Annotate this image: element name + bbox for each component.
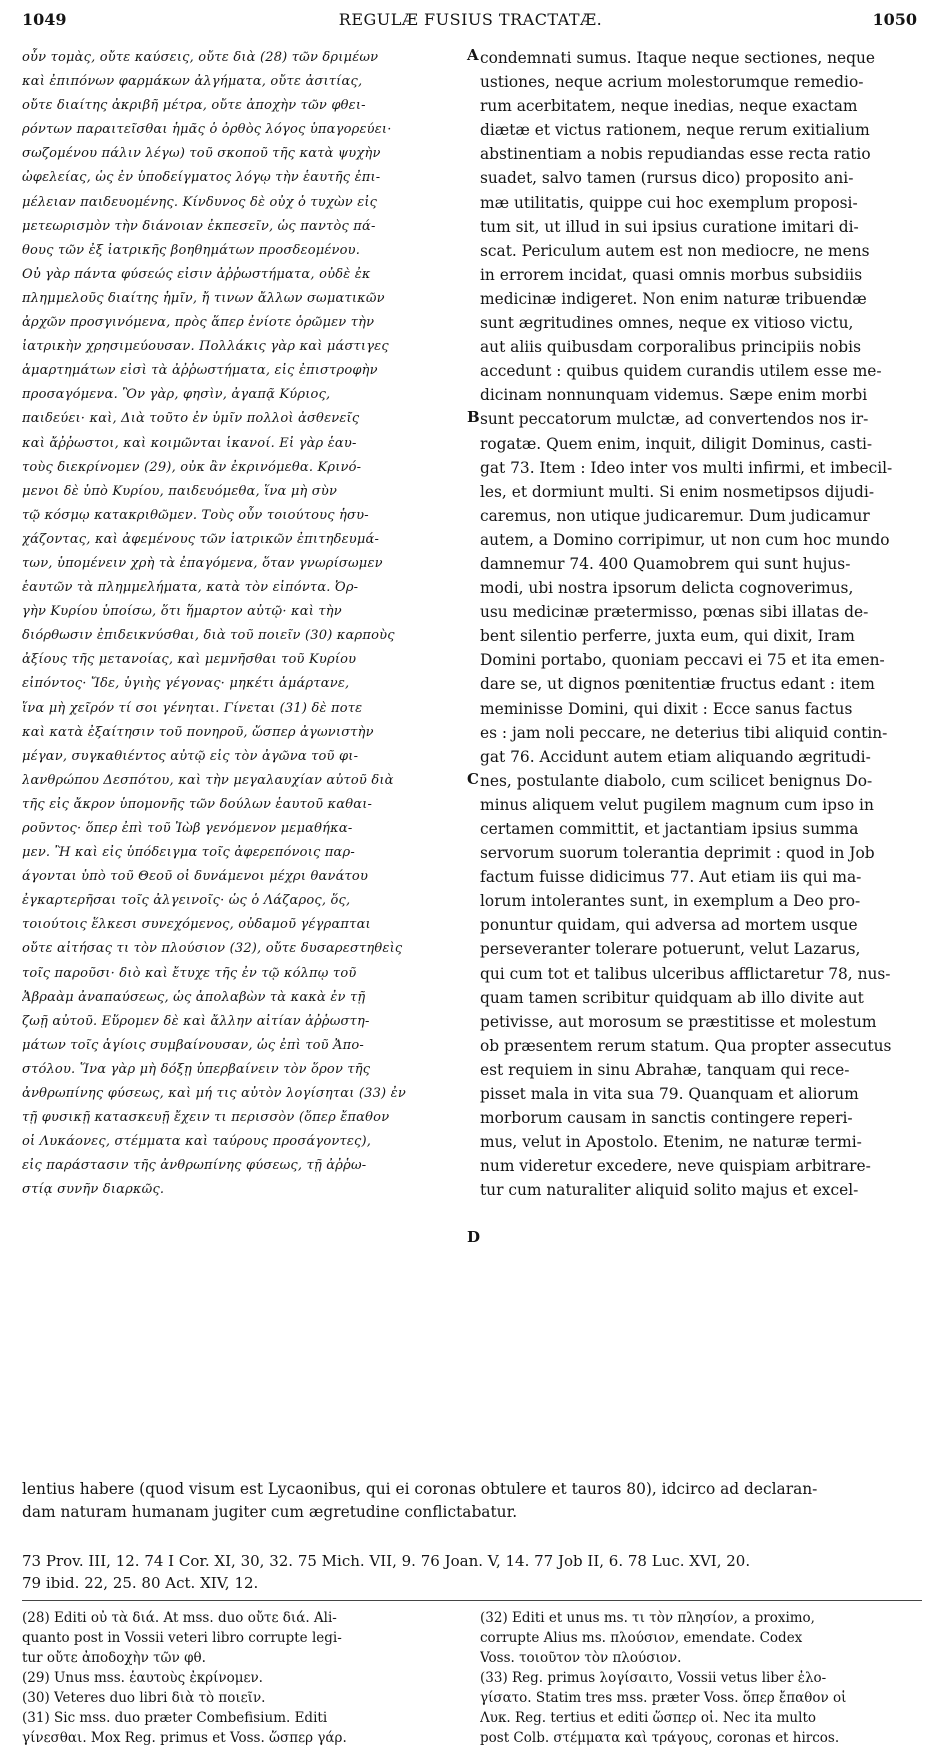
greek-text-line: λανθρώπου Δεσπότου, καὶ τὴν μεγαλαυχίαν αὐτοῦ διὰ (22, 772, 394, 788)
greek-text-line: παιδεύει· καὶ, Διὰ τοῦτο ἐν ὑμῖν πολλοὶ ἀσθενεῖς (22, 411, 360, 427)
footnote-line: Λυκ. Reg. tertius et editi ὥσπερ οἱ. Nec ita multo (480, 1710, 816, 1726)
greek-text-line: μεν. Ἢ καὶ εἰς ὑπόδειγμα τοῖς ἀφερεπόνοις παρ- (22, 845, 355, 861)
greek-text-line: μετεωρισμὸν τὴν διάνοιαν ἐκπεσεῖν, ὡς παντὸς πά- (22, 218, 376, 234)
latin-text-line: les, et dormiunt multi. Si enim nosmetipsos dijudi- (480, 482, 875, 501)
footnote-line: (29) Unus mss. ἑαυτοὺς ἐκρίνομεν. (22, 1670, 263, 1686)
greek-text-line: ρόντων παραιτεῖσθαι ἡμᾶς ὁ ὀρθὸς λόγος ὑπαγορεύει· (22, 122, 392, 138)
latin-text-line: quam tamen scribitur quidquam ab illo divite aut (480, 988, 864, 1007)
latin-text-line: factum fuisse didicimus 77. Aut etiam iis qui ma- (480, 868, 862, 887)
footnote-line: (31) Sic mss. duo præter Combefisium. Editi (22, 1710, 328, 1726)
greek-text-line: τῇ φυσικῇ κατασκευῇ ἔχειν τι περισσὸν (ὅπερ ἔπαθον (22, 1110, 390, 1126)
scripture-references (22, 1550, 922, 1594)
greek-text-line: ἁμαρτημάτων εἰσὶ τὰ ἀῤῥωστήματα, εἰς ἐπιστροφὴν (22, 363, 378, 379)
footnote-divider (22, 1600, 922, 1601)
latin-text-line: medicinæ indigeret. Non enim naturæ tribuendæ (480, 289, 867, 308)
footnote-line: tur οὔτε ἀποδοχὴν τῶν φθ. (22, 1650, 206, 1666)
greek-text-line: καὶ ἐπιπόνων φαρμάκων ἀλγήματα, οὔτε ἀσιτίας, (22, 74, 363, 90)
latin-text-line: sunt ægritudines omnes, neque ex vitioso victu, (480, 314, 854, 333)
greek-text-line: μάτων τοῖς ἁγίοις συμβαίνουσαν, ὡς ἐπὶ τοῦ Ἀπο- (22, 1037, 365, 1053)
latin-text-line: nes, postulante diabolo, cum scilicet benignus Do- (480, 771, 873, 790)
latin-text-line: rogatæ. Quem enim, inquit, diligit Dominus, casti- (480, 434, 873, 453)
greek-text-line: ἀρχῶν προσγινόμενα, πρὸς ἅπερ ἐνίοτε ὁρῶμεν τὴν (22, 315, 375, 331)
greek-text-line: ἐγκαρτερῆσαι τοῖς ἀλγεινοῖς· ὡς ὁ Λάζαρος, ὅς, (22, 893, 351, 909)
greek-text-line: ἀξίους τῆς μετανοίας, καὶ μεμνῆσθαι τοῦ Κυρίου (22, 652, 357, 668)
greek-text-line: οἱ Λυκάονες, στέμματα καὶ ταύρους προσάγοντες), (22, 1134, 372, 1150)
greek-text-line: μέλειαν παιδευομένης. Κίνδυνος δὲ οὐχ ὁ τυχὼν εἰς (22, 194, 378, 210)
latin-text-line: in errorem incidat, quasi omnis morbus subsidiis (480, 265, 863, 284)
latin-text-line: perseveranter tolerare potuerunt, velut Lazarus, (480, 940, 861, 959)
footnote-line: γίσατο. Statim tres mss. præter Voss. ὅπερ ἔπαθον οἱ (480, 1690, 847, 1706)
full-width-text (22, 1478, 922, 1524)
page-number-right: 1050 (872, 10, 917, 29)
latin-text-line: mæ utilitatis, quippe cui hoc exemplum proposi- (480, 193, 858, 212)
latin-text-line: damnemur 74. 400 Quamobrem qui sunt hujus- (480, 554, 851, 573)
footnote-line: (28) Editi οὐ τὰ διά. At mss. duo οὔτε διά. Ali- (22, 1610, 337, 1626)
latin-text-line: ob præsentem rerum statum. Qua propter assecutus (480, 1036, 892, 1055)
latin-text-line: gat 76. Accidunt autem etiam aliquando ægritudi- (480, 747, 871, 766)
greek-text-line: τῷ κόσμῳ κατακριθῶμεν. Τοὺς οὖν τοιούτους ἡσυ- (22, 507, 369, 523)
latin-text-line: suadet, salvo tamen (rursus dico) proposito ani- (480, 169, 854, 188)
latin-text-line: est requiem in sinu Abrahæ, tanquam qui rece- (480, 1060, 850, 1079)
greek-text-line: εἰπόντος· Ἴδε, ὑγιὴς γέγονας· μηκέτι ἁμάρτανε, (22, 676, 350, 692)
latin-text-line: usu medicinæ prætermisso, pœnas sibi illatas de- (480, 603, 869, 622)
footnote-line: post Colb. στέμματα καὶ τράγους, coronas et hircos. (480, 1730, 840, 1746)
latin-text-line: mus, velut in Apostolo. Etenim, ne naturæ termi- (480, 1133, 862, 1152)
greek-text-line: Ἀβραὰμ ἀναπαύσεως, ὡς ἀπολαβὼν τὰ κακὰ ἐν τῇ (22, 989, 366, 1005)
latin-text-line: pisset mala in vita sua 79. Quanquam et aliorum (480, 1085, 859, 1104)
latin-text-line: scat. Periculum autem est non mediocre, ne mens (480, 241, 870, 260)
greek-text-line: τῆς εἰς ἄκρον ὑπομονῆς τῶν δούλων ἑαυτοῦ καθαι- (22, 796, 373, 812)
section-marker-a: A (467, 46, 479, 64)
greek-text-line: οὖν τομὰς, οὔτε καύσεις, οὔτε διὰ (28) τῶν δριμέων (22, 50, 379, 65)
greek-text-line: εἰς παράστασιν τῆς ἀνθρωπίνης φύσεως, τῇ ἀῤῥω- (22, 1158, 367, 1174)
greek-text-line: ζωῇ αὐτοῦ. Εὕρομεν δὲ καὶ ἄλλην αἰτίαν ἀῤῥωστη- (22, 1013, 370, 1029)
greek-text-line: ἀνθρωπίνης φύσεως, καὶ μή τις αὐτὸν λογίσηται (33) ἐν (22, 1086, 406, 1102)
latin-text-line: tur cum naturaliter aliquid solito majus et excel- (480, 1181, 859, 1200)
latin-text-line: ponuntur quidam, qui adversa ad mortem usque (480, 916, 858, 935)
reference-line: 79 ibid. 22, 25. 80 Act. XIV, 12. (22, 1574, 259, 1592)
greek-text-line: άγονται ὑπὸ τοῦ Θεοῦ οἱ δυνάμενοι μέχρι θανάτου (22, 869, 369, 885)
greek-text-line: μέγαν, συγκαθιέντος αὐτῷ εἰς τὸν ἀγῶνα τοῦ φι- (22, 748, 359, 764)
footnotes-right (480, 1608, 900, 1748)
latin-text-line: num videretur excedere, neve quispiam arbitrare- (480, 1157, 871, 1176)
footnote-line: (33) Reg. primus λογίσαιτο, Vossii vetus liber ἐλο- (480, 1670, 827, 1686)
footnote-line: Voss. τοιοῦτον τὸν πλούσιον. (480, 1650, 682, 1666)
full-width-text-line: dam naturam humanam jugiter cum ægretudine conflictabatur. (22, 1503, 518, 1521)
latin-text-line: gat 73. Item : Ideo inter vos multi infirmi, et imbecil- (480, 458, 893, 477)
greek-text-line: καὶ κατὰ ἐξαίτησιν τοῦ πονηροῦ, ὥσπερ ἀγωνιστὴν (22, 724, 374, 740)
latin-text-line: morborum causam in sanctis contingere reperi- (480, 1109, 853, 1128)
reference-line: 73 Prov. III, 12. 74 I Cor. XI, 30, 32. 75 Mich. VII, 9. 76 Joan. V, 14. 77 Job II, 6. 78 Luc. XVI, 20. (22, 1552, 751, 1570)
latin-column (480, 46, 920, 1203)
latin-text-line: es : jam noli peccare, ne deterius tibi aliquid contin- (480, 723, 888, 742)
footnote-line: γίνεσθαι. Mox Reg. primus et Voss. ὥσπερ γάρ. (22, 1730, 347, 1746)
greek-text-line: χάζοντας, καὶ ἀφεμένους τῶν ἰατρικῶν ἐπιτηδευμά- (22, 531, 380, 547)
greek-text-line: πλημμελοῦς διαίτης ἡμῖν, ἤ τινων ἄλλων σωματικῶν (22, 290, 385, 306)
latin-text-line: dare se, ut dignos pœnitentiæ fructus edant : item (480, 675, 875, 694)
latin-text-line: aut aliis quibusdam corporalibus principiis nobis (480, 338, 861, 357)
footnote-line: quanto post in Vossii veteri libro corrupte legi- (22, 1630, 342, 1646)
greek-text-line: θους τῶν ἐξ ἰατρικῆς βοηθημάτων προσδεομένου. (22, 242, 361, 258)
latin-text-line: meminisse Domini, qui dixit : Ecce sanus factus (480, 699, 853, 718)
greek-text-line: οὔτε διαίτης ἀκριβῆ μέτρα, οὔτε ἀποχὴν τῶν φθει- (22, 98, 366, 114)
latin-text-line: ustiones, neque acrium molestorumque remedio- (480, 73, 864, 92)
greek-text-line: τοιούτοις ἕλκεσι συνεχόμενος, οὐδαμοῦ γέγραπται (22, 917, 371, 933)
greek-text-line: τοὺς διεκρίνομεν (29), οὐκ ἂν ἐκρινόμεθα. Κρινό- (22, 459, 362, 475)
latin-text-line: diætæ et victus rationem, neque rerum exitialium (480, 121, 870, 140)
greek-text-line: μενοι δὲ ὑπὸ Κυρίου, παιδευόμεθα, ἵνα μὴ σὺν (22, 483, 338, 499)
greek-text-line: Οὐ γὰρ πάντα φύσεώς εἰσιν ἀῤῥωστήματα, οὐδὲ ἐκ (22, 266, 371, 282)
greek-text-line: τοῖς παροῦσι· διὸ καὶ ἔτυχε τῆς ἐν τῷ κόλπῳ τοῦ (22, 965, 357, 981)
latin-text-line: minus aliquem velut pugilem magnum cum ipso in (480, 795, 874, 814)
greek-text-line: σωζομένου πάλιν λέγω) τοῦ σκοποῦ τῆς κατὰ ψυχὴν (22, 146, 381, 162)
latin-text-line: lorum intolerantes sunt, in exemplum a Deo pro- (480, 892, 861, 911)
greek-text-line: προσαγόμενα. Ὃν γὰρ, φησὶν, ἀγαπᾷ Κύριος, (22, 387, 331, 403)
latin-text-line: qui cum tot et talibus ulceribus afflictaretur 78, nus- (480, 964, 891, 983)
footnote-line: corrupte Alius ms. πλούσιον, emendate. Codex (480, 1630, 803, 1646)
greek-text-line: ροῦντος· ὅπερ ἐπὶ τοῦ Ἰὼβ γενόμενον μεμαθήκα- (22, 821, 353, 836)
full-width-text-line: lentius habere (quod visum est Lycaonibus, qui ei coronas obtulere et tauros 80), idcirco ad declaran- (22, 1480, 818, 1498)
latin-text-line: bent silentio perferre, juxta eum, qui dixit, Iram (480, 627, 855, 646)
greek-column (22, 46, 464, 1203)
greek-text-line: ἑαυτῶν τὰ πλημμελήματα, κατὰ τὸν εἰπόντα. Ὀρ- (22, 580, 359, 596)
greek-text-line: ἵνα μὴ χεῖρόν τί σοι γένηται. Γίνεται (31) δὲ ποτε (22, 700, 363, 716)
latin-text-line: modi, ubi nostra ipsorum delicta cognoverimus, (480, 579, 854, 598)
latin-text-line: petivisse, aut morosum se præstitisse et molestum (480, 1012, 877, 1031)
greek-text-line: ὠφελείας, ὡς ἐν ὑποδείγματος λόγῳ τὴν ἑαυτῆς ἐπι- (22, 170, 381, 186)
page-number-left: 1049 (22, 10, 67, 29)
latin-text-line: tum sit, ut illud in sui ipsius curatione imitari di- (480, 217, 859, 236)
latin-text-line: rum acerbitatem, neque inedias, neque exactam (480, 97, 858, 116)
latin-text-line: caremus, non utique judicaremur. Dum judicamur (480, 506, 870, 525)
latin-text-line: abstinentiam a nobis repudiandas esse recta ratio (480, 145, 871, 164)
greek-text-line: στόλου. Ἵνα γὰρ μὴ δόξῃ ὑπερβαίνειν τὸν ὅρον τῆς (22, 1061, 371, 1077)
section-marker-b: B (467, 408, 480, 426)
greek-text-line: ἰατρικὴν χρησιμεύουσαν. Πολλάκις γὰρ καὶ μάστιγες (22, 339, 389, 355)
latin-text-line: dicinam nonnunquam videmus. Sæpe enim morbi (480, 386, 868, 405)
footnotes-left (22, 1608, 442, 1748)
footnote-line: (32) Editi et unus ms. τι τὸν πλησίον, a proximo, (480, 1610, 815, 1626)
footnote-line: (30) Veteres duo libri διὰ τὸ ποιεῖν. (22, 1690, 266, 1706)
latin-text-line: condemnati sumus. Itaque neque sectiones, neque (480, 49, 876, 67)
greek-text-line: στίᾳ συνῆν διαρκῶς. (22, 1182, 165, 1198)
greek-text-line: οὔτε αἰτήσας τι τὸν πλούσιον (32), οὔτε δυσαρεστηθεὶς (22, 941, 403, 957)
latin-text-line: sunt peccatorum mulctæ, ad convertendos nos ir- (480, 410, 869, 429)
latin-text-line: servorum suorum tolerantia deprimit : quod in Job (480, 844, 875, 863)
page-title: REGULÆ FUSIUS TRACTATÆ. (338, 10, 603, 29)
latin-text-line: accedunt : quibus quidem curandis utilem esse me- (480, 362, 882, 381)
section-marker-d: D (467, 1228, 481, 1246)
latin-text-line: certamen committit, et jactantiam ipsius summa (480, 820, 859, 838)
running-head (0, 10, 941, 36)
section-marker-c: C (467, 770, 479, 788)
greek-text-line: καὶ ἄῤῥωστοι, καὶ κοιμῶνται ἱκανοί. Εἰ γὰρ ἑαυ- (22, 435, 357, 451)
greek-text-line: των, ὑπομένειν χρὴ τὰ ἐπαγόμενα, ὅταν γνωρίσωμεν (22, 555, 383, 571)
greek-text-line: διόρθωσιν ἐπιδεικνύσθαι, διὰ τοῦ ποιεῖν (30) καρποὺς (22, 628, 395, 644)
latin-text-line: Domini portabo, quoniam peccavi ei 75 et ita emen- (480, 651, 885, 670)
latin-text-line: autem, a Domino corripimur, ut non cum hoc mundo (480, 530, 890, 549)
greek-text-line: γὴν Κυρίου ὑποίσω, ὅτι ἥμαρτον αὐτῷ· καὶ τὴν (22, 604, 342, 620)
